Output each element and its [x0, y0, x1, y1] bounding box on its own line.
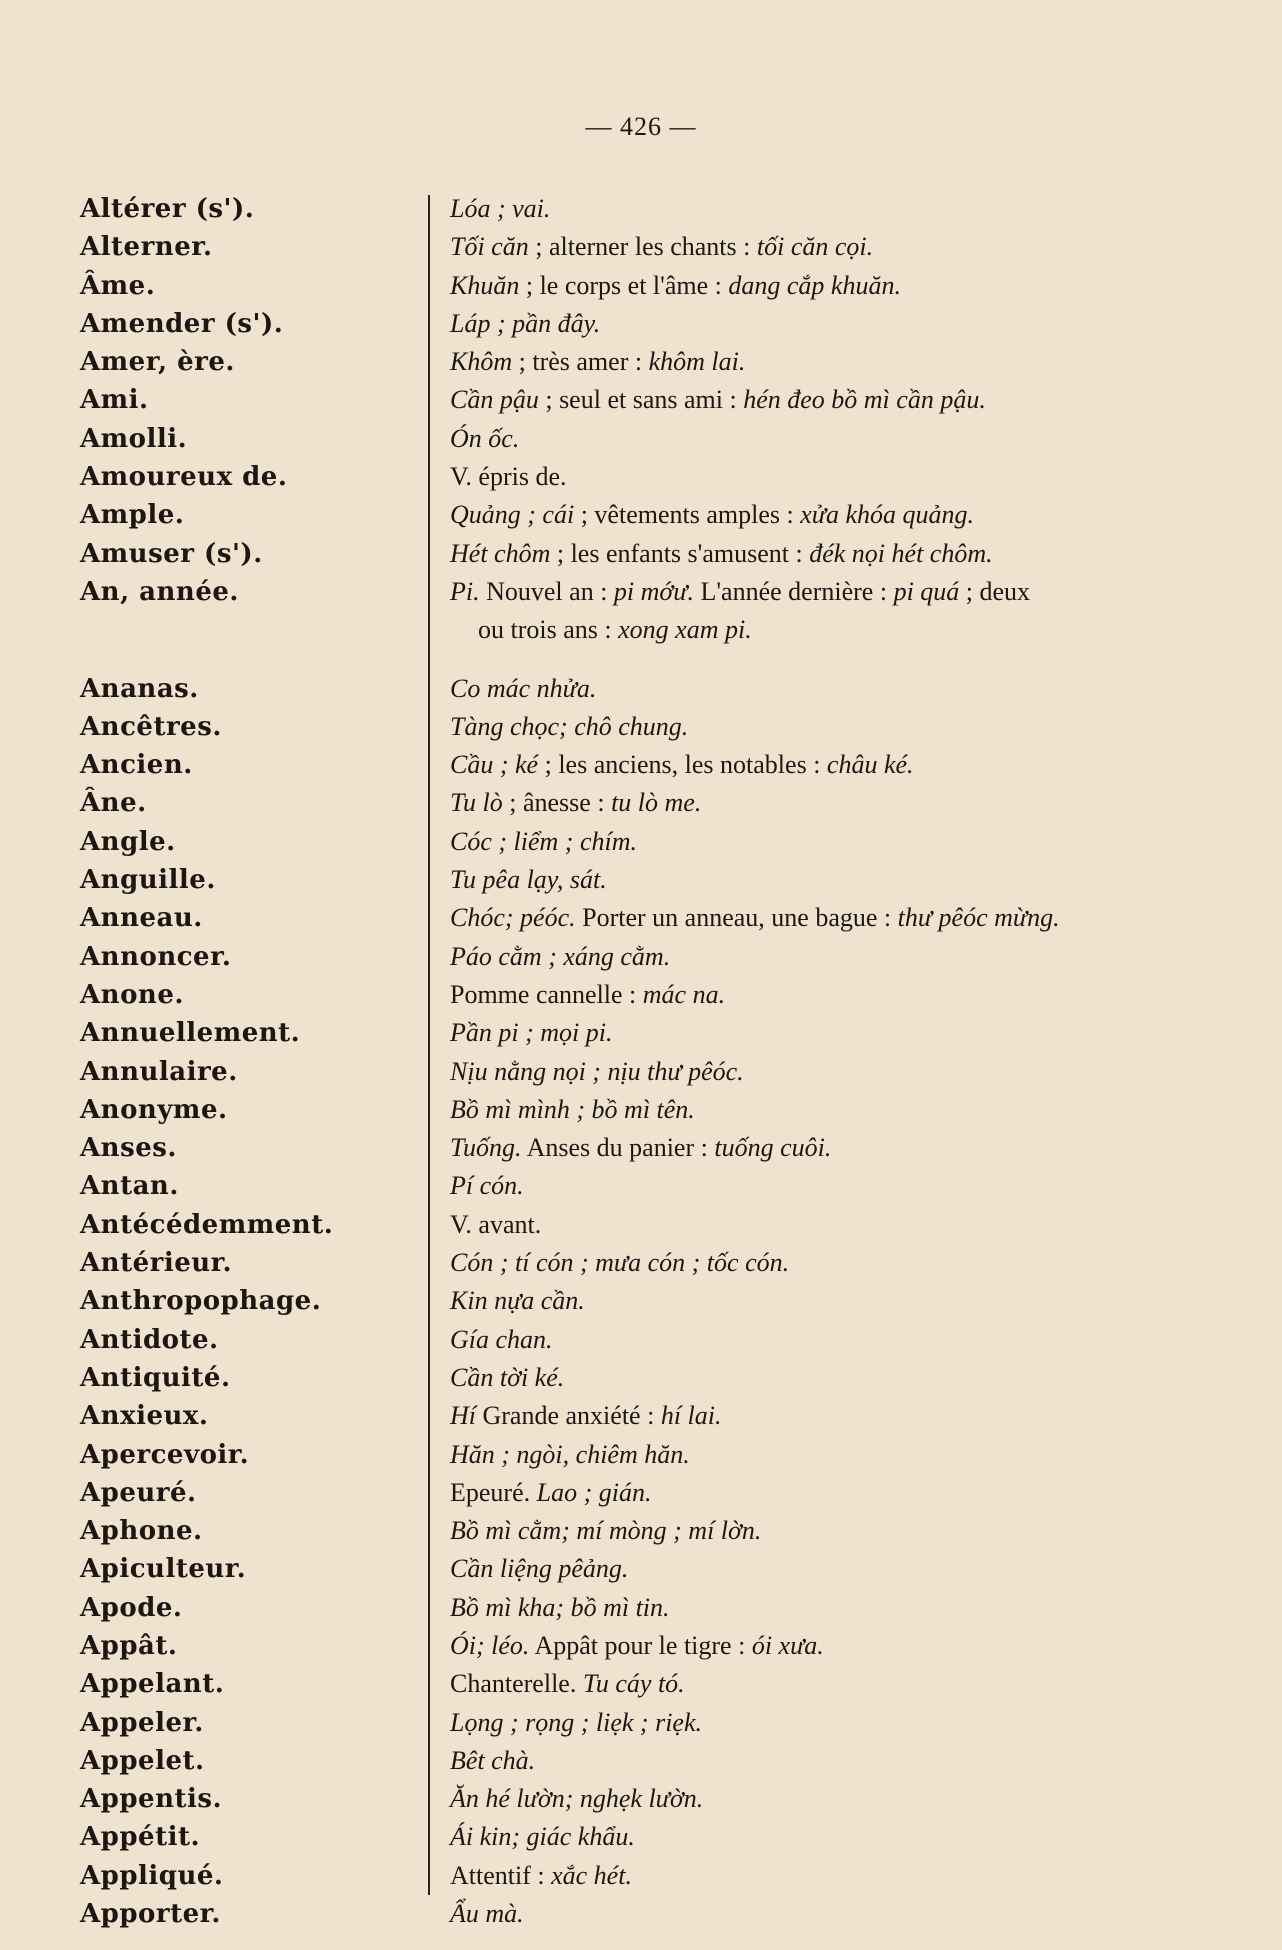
- entry-row: [80, 899, 1230, 937]
- translation-term: xong xam pi.: [618, 615, 752, 645]
- entry-row: [80, 1818, 1230, 1856]
- translation: [440, 1397, 1230, 1435]
- translation-text: ; les anciens, les notables :: [538, 750, 827, 780]
- headword: Appliqué.: [80, 1860, 224, 1891]
- translation-term: Tu cáy tó.: [582, 1669, 685, 1699]
- entry-row: [80, 1512, 1230, 1550]
- translation: [440, 1665, 1230, 1703]
- translation-term: châu ké.: [826, 750, 914, 780]
- translation-term: tu lò me.: [611, 788, 702, 818]
- translation-text: ; ânesse :: [502, 788, 612, 818]
- translation-term: Láp ; pần đây.: [450, 308, 601, 338]
- translation-text: Nouvel an :: [479, 576, 614, 606]
- entry-row: [80, 1436, 1230, 1474]
- headword: Apode.: [80, 1592, 183, 1623]
- translation: [440, 1167, 1230, 1205]
- translation: [440, 1550, 1230, 1588]
- translation: [440, 784, 1230, 822]
- translation: [440, 1474, 1230, 1512]
- translation-term: Pí cón.: [450, 1171, 524, 1201]
- translation: [440, 611, 1230, 649]
- headword: An, année.: [80, 576, 239, 607]
- translation-term: pi mớư.: [613, 576, 694, 606]
- translation-term: xắc hét.: [551, 1860, 632, 1890]
- translation-text: Pomme cannelle :: [450, 979, 643, 1009]
- headword: Apporter.: [80, 1899, 221, 1930]
- translation: [440, 1742, 1230, 1780]
- translation-term: Tu pêa lạy, sát.: [450, 865, 607, 895]
- headword: Annulaire.: [80, 1056, 238, 1087]
- headword: Anses.: [80, 1133, 177, 1164]
- translation: [440, 267, 1230, 305]
- headword: Appelet.: [80, 1745, 205, 1776]
- headword: Âne.: [80, 788, 147, 819]
- translation-term: tuống cuôi.: [714, 1133, 832, 1163]
- headword: Anguille.: [80, 865, 216, 896]
- translation: [440, 1627, 1230, 1665]
- translation: [440, 1704, 1230, 1742]
- headword: Amuser (s').: [80, 538, 263, 569]
- translation-text: ; le corps et l'âme :: [519, 270, 729, 300]
- headword: Antiquité.: [80, 1362, 231, 1393]
- entry-row: [80, 1665, 1230, 1703]
- translation-term: hí lai.: [660, 1401, 722, 1431]
- translation-term: Khôm: [450, 347, 513, 377]
- translation-term: Cần pậu: [450, 385, 539, 415]
- entry-row: [80, 611, 1230, 649]
- translation-term: xửa khóa quảng.: [800, 500, 974, 530]
- translation: [440, 1282, 1230, 1320]
- entry-row: [80, 1091, 1230, 1129]
- translation: [440, 708, 1230, 746]
- translation: [440, 458, 1230, 496]
- headword: Annuellement.: [80, 1018, 301, 1049]
- translation: [440, 1512, 1230, 1550]
- translation-text: ; très amer :: [512, 347, 649, 377]
- headword: Angle.: [80, 826, 176, 857]
- translation-term: Gía chan.: [450, 1324, 553, 1354]
- translation-text: Epeuré.: [450, 1477, 537, 1507]
- entry-row: [80, 1780, 1230, 1818]
- headword: Apeuré.: [80, 1477, 197, 1508]
- translation-term: Ăn hé lườn; nghẹk lườn.: [450, 1784, 704, 1814]
- translation-text: Anses du panier :: [521, 1133, 715, 1163]
- entry-row: [80, 1589, 1230, 1627]
- translation: [440, 228, 1230, 266]
- translation: [440, 420, 1230, 458]
- headword: Ami.: [80, 385, 149, 416]
- entry-row: [80, 535, 1230, 573]
- entry-row: [80, 1321, 1230, 1359]
- translation-text: V. épris de.: [450, 462, 567, 492]
- entry-row: [80, 1397, 1230, 1435]
- headword: Ancien.: [80, 750, 193, 781]
- headword: Anthropophage.: [80, 1286, 322, 1317]
- entry-row: [80, 708, 1230, 746]
- translation: [440, 670, 1230, 708]
- translation: [440, 1436, 1230, 1474]
- translation-term: dang cắp khuăn.: [728, 270, 901, 300]
- translation: [440, 1014, 1230, 1052]
- translation: [440, 861, 1230, 899]
- entry-row: [80, 1359, 1230, 1397]
- translation-term: thư pêóc mừng.: [897, 903, 1060, 933]
- headword: Alterner.: [80, 232, 213, 263]
- translation-term: Cón ; tí cón ; mưa cón ; tốc cón.: [450, 1248, 790, 1278]
- headword: Ananas.: [80, 673, 199, 704]
- entry-row: [80, 746, 1230, 784]
- translation-term: Ói; léo.: [450, 1630, 530, 1660]
- translation-text: ; seul et sans ami :: [538, 385, 744, 415]
- translation-text: Porter un anneau, une bague :: [575, 903, 898, 933]
- translation-term: Tàng chọc; chô chung.: [450, 711, 689, 741]
- translation-text: Attentif :: [450, 1860, 552, 1890]
- headword: Antécédemment.: [80, 1209, 334, 1240]
- headword: Amoureux de.: [80, 462, 288, 493]
- entry-row: [80, 1704, 1230, 1742]
- entry-row: [80, 1129, 1230, 1167]
- dictionary-entries: [80, 190, 1230, 1933]
- translation-term: Chóc; péóc.: [450, 903, 576, 933]
- translation-term: Tối căn: [450, 232, 529, 262]
- translation-term: đék nọi hét chôm.: [809, 538, 993, 568]
- headword: Appentis.: [80, 1784, 223, 1815]
- translation: [440, 535, 1230, 573]
- translation-text: ; deux: [959, 576, 1031, 606]
- entry-row: [80, 190, 1230, 228]
- headword: Amer, ère.: [80, 347, 235, 378]
- translation: [440, 1818, 1230, 1856]
- headword: Antan.: [80, 1171, 179, 1202]
- translation-term: pi quá: [893, 576, 960, 606]
- translation-term: Cần tời ké.: [450, 1362, 565, 1392]
- translation-term: Kin nựa cần.: [450, 1286, 585, 1316]
- entry-row: [80, 1474, 1230, 1512]
- translation: [440, 305, 1230, 343]
- translation: [440, 1244, 1230, 1282]
- entry-row: [80, 1857, 1230, 1895]
- entry-row: [80, 784, 1230, 822]
- translation-text: Appât pour le tigre :: [529, 1630, 752, 1660]
- translation-term: Lao ; gián.: [536, 1477, 652, 1507]
- translation-term: Cầu ; ké: [450, 750, 539, 780]
- translation: [440, 823, 1230, 861]
- translation-text: ; alterner les chants :: [528, 232, 757, 262]
- entry-row: [80, 496, 1230, 534]
- translation-term: Tuống.: [450, 1133, 522, 1163]
- headword: Anone.: [80, 979, 184, 1010]
- translation-term: Bêt chà.: [450, 1745, 536, 1775]
- translation: [440, 190, 1230, 228]
- translation-term: Bồ mì cằm; mí mòng ; mí lờn.: [450, 1516, 762, 1546]
- translation-term: Lóa ; vai.: [450, 194, 551, 223]
- entry-row: [80, 343, 1230, 381]
- translation: [440, 343, 1230, 381]
- translation-term: Lọng ; rọng ; liẹk ; riẹk.: [450, 1707, 703, 1737]
- headword: Amender (s').: [80, 308, 284, 339]
- translation-text: ; les enfants s'amusent :: [550, 538, 810, 568]
- headword: Amolli.: [80, 423, 188, 454]
- translation-term: Bồ mì kha; bồ mì tin.: [450, 1592, 670, 1622]
- translation-term: mác na.: [642, 979, 726, 1009]
- headword: Appétit.: [80, 1822, 201, 1853]
- entry-row: [80, 228, 1230, 266]
- translation-term: Khuăn: [450, 270, 520, 300]
- translation-term: Páo cằm ; xáng cằm.: [450, 941, 671, 971]
- headword: Altérer (s').: [80, 194, 255, 224]
- headword: Anonyme.: [80, 1094, 228, 1125]
- translation: [440, 381, 1230, 419]
- entry-row: [80, 458, 1230, 496]
- entry-row: [80, 420, 1230, 458]
- entry-row: [80, 1742, 1230, 1780]
- headword: Apiculteur.: [80, 1554, 247, 1585]
- translation-text: ou trois ans :: [478, 615, 619, 645]
- translation-term: Pi.: [450, 576, 480, 606]
- entry-row: [80, 1627, 1230, 1665]
- translation-term: ói xưa.: [751, 1630, 824, 1660]
- translation: [440, 573, 1230, 611]
- entry-row: [80, 267, 1230, 305]
- translation-text: L'année dernière :: [693, 576, 894, 606]
- translation-term: Ái kin; giác khẩu.: [450, 1822, 635, 1852]
- translation-term: Hăn ; ngòi, chiêm hăn.: [450, 1439, 690, 1469]
- translation: [440, 1589, 1230, 1627]
- translation-term: Ón ốc.: [450, 423, 520, 453]
- page-number: — 426 —: [585, 112, 697, 141]
- translation: [440, 1053, 1230, 1091]
- translation: [440, 1321, 1230, 1359]
- translation: [440, 899, 1230, 937]
- translation-term: Cóc ; liểm ; chím.: [450, 826, 638, 856]
- translation-text: ; vêtements amples :: [574, 500, 801, 530]
- entry-row: [80, 1282, 1230, 1320]
- headword: Antidote.: [80, 1324, 219, 1355]
- headword: Anxieux.: [80, 1401, 209, 1432]
- headword: Antérieur.: [80, 1248, 233, 1279]
- translation-text: Grande anxiété :: [476, 1401, 661, 1431]
- translation-term: Bồ mì mình ; bồ mì tên.: [450, 1094, 695, 1124]
- headword: Appât.: [80, 1630, 178, 1661]
- headword: Apercevoir.: [80, 1439, 250, 1470]
- translation: [440, 938, 1230, 976]
- translation: [440, 746, 1230, 784]
- entry-row: [80, 976, 1230, 1014]
- translation-term: Hét chôm: [450, 538, 551, 568]
- translation-term: Cần liệng pêảng.: [450, 1554, 629, 1584]
- entry-row: [80, 823, 1230, 861]
- headword: Anneau.: [80, 903, 203, 934]
- translation-text: Chanterelle.: [450, 1669, 583, 1699]
- headword: Appeler.: [80, 1707, 204, 1738]
- translation-term: Ẩu mà.: [450, 1899, 524, 1929]
- translation-term: hén đeo bồ mì cần pậu.: [743, 385, 986, 415]
- translation: [440, 1857, 1230, 1895]
- translation-term: Tu lò: [450, 788, 503, 818]
- translation-term: khôm lai.: [648, 347, 746, 377]
- entry-row: [80, 1053, 1230, 1091]
- headword: Âme.: [80, 270, 156, 301]
- translation: [440, 1091, 1230, 1129]
- entry-row: [80, 1244, 1230, 1282]
- entry-row: [80, 573, 1230, 611]
- headword: Aphone.: [80, 1516, 203, 1547]
- translation-term: Quảng ; cái: [450, 500, 575, 530]
- translation-term: Hí: [450, 1401, 476, 1431]
- translation-term: Co mác nhửa.: [450, 673, 597, 703]
- translation: [440, 976, 1230, 1014]
- headword: Annoncer.: [80, 941, 232, 972]
- translation: [440, 1359, 1230, 1397]
- headword: Ample.: [80, 500, 185, 531]
- entry-row: [80, 1206, 1230, 1244]
- translation-term: Nịu nằng nọi ; nịu thư pêóc.: [450, 1056, 744, 1086]
- entry-row: [80, 670, 1230, 708]
- translation: [440, 1895, 1230, 1933]
- entry-row: [80, 1895, 1230, 1933]
- entry-row: [80, 861, 1230, 899]
- entry-row: [80, 381, 1230, 419]
- entry-row: [80, 1550, 1230, 1588]
- translation: [440, 1206, 1230, 1244]
- translation-term: Pần pi ; mọi pi.: [450, 1018, 613, 1048]
- headword: Appelant.: [80, 1669, 225, 1700]
- translation: [440, 1780, 1230, 1818]
- translation: [440, 1129, 1230, 1167]
- entry-row: [80, 305, 1230, 343]
- translation-text: V. avant.: [450, 1209, 542, 1239]
- entry-row: [80, 938, 1230, 976]
- translation-term: tối căn cọi.: [756, 232, 874, 262]
- entry-row: [80, 1167, 1230, 1205]
- headword: Ancêtres.: [80, 711, 222, 742]
- translation: [440, 496, 1230, 534]
- entry-row: [80, 1014, 1230, 1052]
